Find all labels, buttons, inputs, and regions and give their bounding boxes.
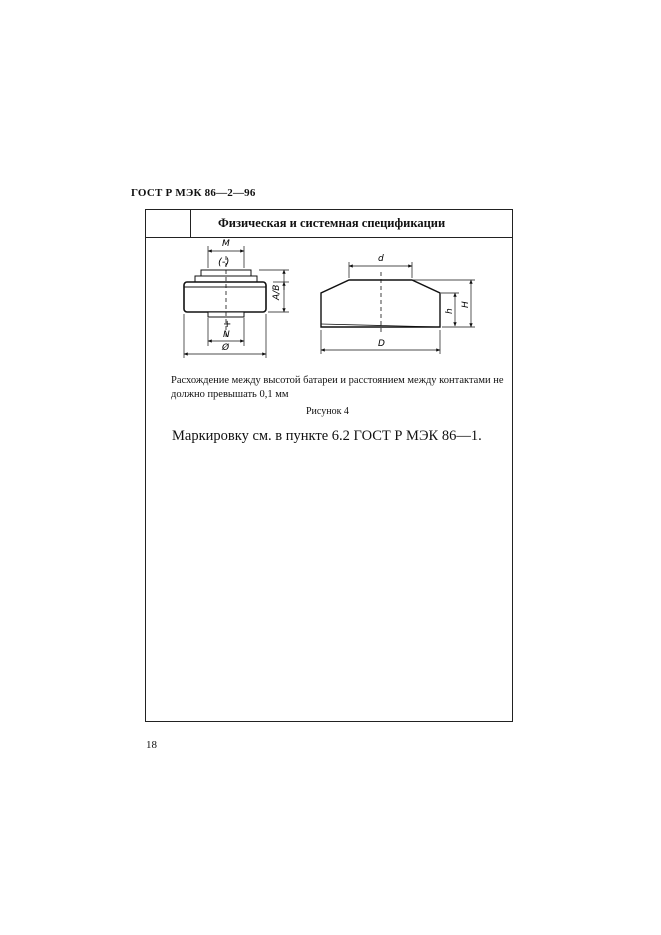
label-plus: + bbox=[223, 319, 232, 330]
document-header: ГОСТ Р МЭК 86—2—96 bbox=[131, 187, 256, 199]
title-cell-empty bbox=[146, 210, 191, 237]
label-h: h bbox=[445, 308, 455, 314]
page-number: 18 bbox=[146, 739, 157, 751]
section-title: Физическая и системная спецификации bbox=[218, 216, 446, 230]
title-row bbox=[146, 210, 512, 238]
label-D: D bbox=[378, 339, 385, 349]
figure-caption: Расхождение между высотой батареи и расстоянием между контактами не должно превышать 0,1 мм bbox=[171, 375, 504, 400]
label-M: M bbox=[222, 239, 230, 249]
battery-side-view bbox=[184, 246, 289, 358]
label-minus: (-) bbox=[218, 257, 230, 268]
battery-profile-view bbox=[321, 262, 475, 354]
label-diameter: Ø bbox=[222, 343, 230, 353]
label-d: d bbox=[378, 254, 384, 264]
label-H: H bbox=[461, 301, 471, 308]
label-N: N bbox=[223, 330, 230, 340]
label-AB: A/B bbox=[272, 284, 282, 300]
figure-label: Рисунок 4 bbox=[306, 406, 349, 417]
marking-text: Маркировку см. в пункте 6.2 ГОСТ Р МЭК 86—1. bbox=[172, 428, 482, 444]
battery-drawing bbox=[175, 238, 485, 363]
